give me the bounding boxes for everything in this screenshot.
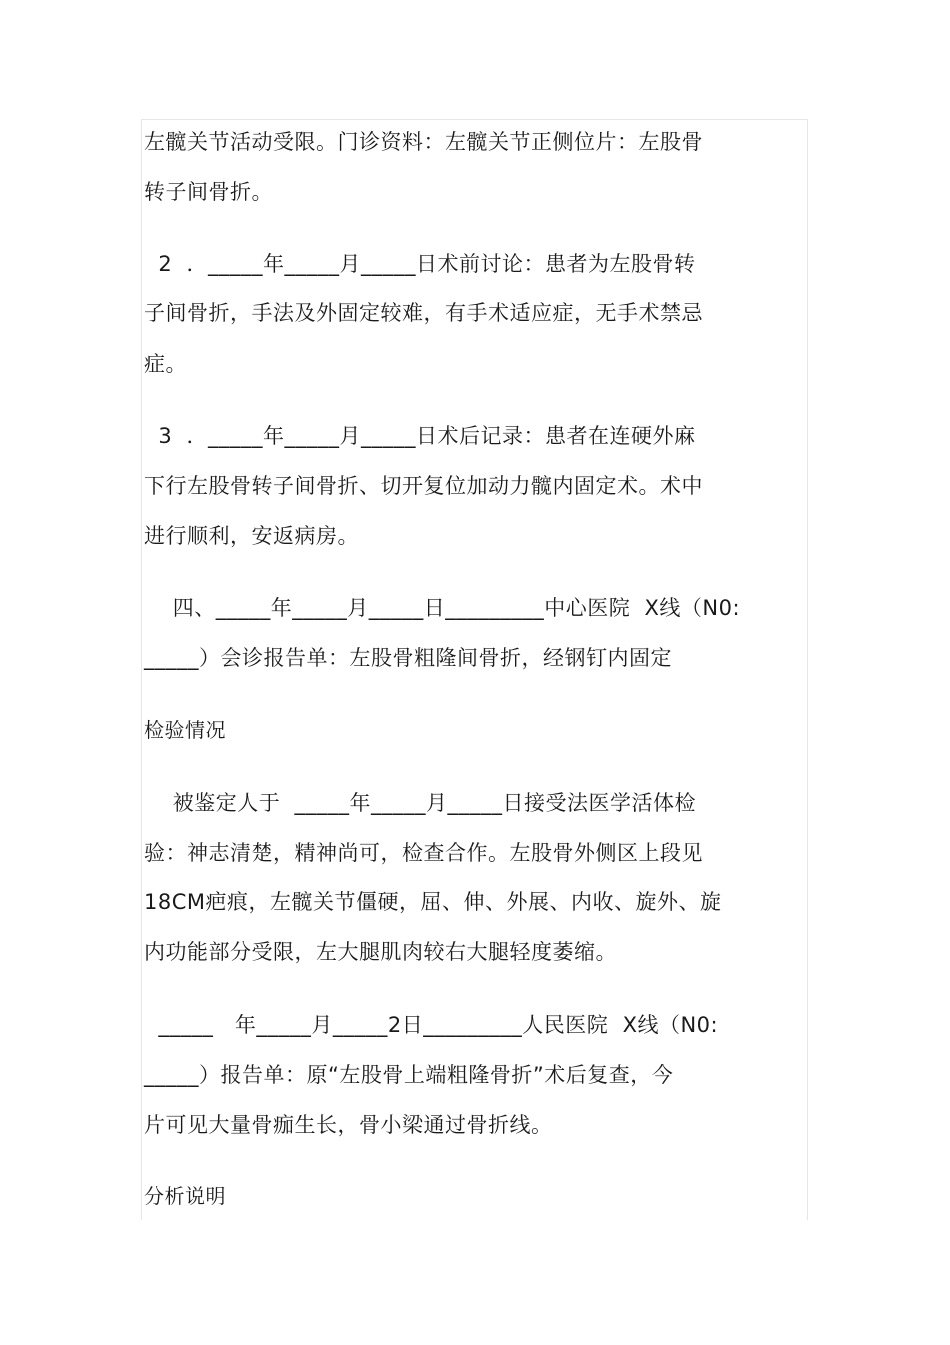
text-line: 验：神志清楚，精神尚可，检查合作。左股骨外侧区上段见: [144, 841, 703, 865]
section-heading: 检验情况: [144, 718, 226, 742]
text-line: 被鉴定人于 _____年_____月_____日接受法医学活体检: [144, 791, 697, 815]
text-line: 内功能部分受限，左大腿肌肉较右大腿轻度萎缩。: [144, 940, 617, 964]
text-line: 症。: [144, 352, 187, 376]
text-line: 18CM疤痕，左髋关节僵硬，屈、伸、外展、内收、旋外、旋: [144, 890, 722, 914]
text-line: 转子间骨折。: [144, 180, 273, 204]
text-line: _____ 年_____月_____2日_________人民医院 X线（N0:: [144, 1013, 719, 1037]
text-line: 进行顺利，安返病房。: [144, 524, 359, 548]
text-line: 2 ．_____年_____月_____日术前讨论：患者为左股骨转: [144, 252, 696, 276]
text-line: 下行左股骨转子间骨折、切开复位加动力髋内固定术。术中: [144, 474, 703, 498]
text-line: 片可见大量骨痂生长，骨小梁通过骨折线。: [144, 1113, 553, 1137]
section-heading: 分析说明: [144, 1184, 226, 1208]
text-line: _____）会诊报告单：左股骨粗隆间骨折，经钢钉内固定: [144, 646, 672, 670]
text-line: _____）报告单：原“左股骨上端粗隆骨折”术后复查，今: [144, 1063, 674, 1087]
text-line: 3 ．_____年_____月_____日术后记录：患者在连硬外麻: [144, 424, 696, 448]
text-line: 四、_____年_____月_____日_________中心医院 X线（N0:: [144, 596, 741, 620]
text-line: 左髋关节活动受限。门诊资料：左髋关节正侧位片：左股骨: [144, 130, 703, 154]
text-line: 子间骨折，手法及外固定较难，有手术适应症，无手术禁忌: [144, 301, 703, 325]
